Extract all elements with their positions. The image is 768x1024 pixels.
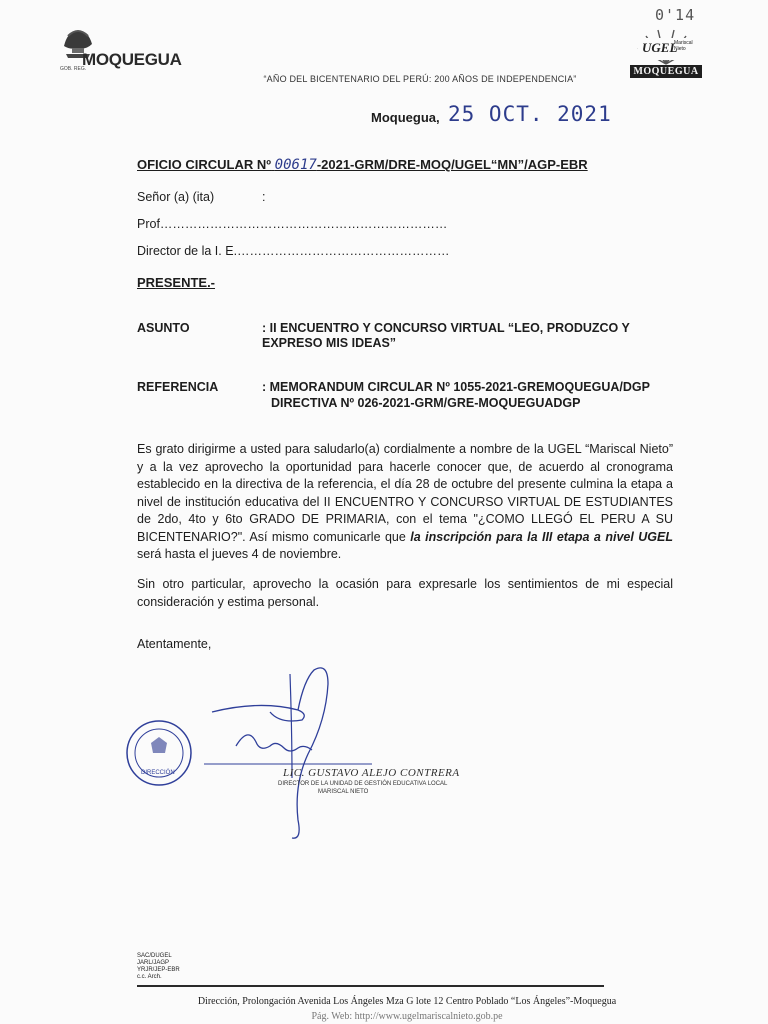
svg-text:GOB. REG.: GOB. REG.: [60, 66, 87, 72]
ugel-logo: [630, 28, 702, 80]
ugel-wordmark: UGEL: [642, 40, 678, 55]
official-seal-icon: [125, 713, 193, 793]
recipient-title: Señor (a) (ita): [137, 190, 215, 204]
recipient-director: Director de la I. E.……………………………………………: [137, 244, 450, 258]
footer-web: Pág. Web: http://www.ugelmariscalnieto.gob.pe: [311, 1011, 503, 1022]
recipient-prof: Prof……………………………………………………………: [137, 217, 448, 231]
footer-address: Dirección, Prolongación Avenida Los Ángeles Mza G lote 12 Centro Poblado “Los Ángeles”-Moquegua: [197, 996, 617, 1007]
oficio-handwritten-number: 00617: [274, 157, 317, 173]
initials-line: JARL/JAGP: [137, 960, 170, 966]
referencia-line1: : MEMORANDUM CIRCULAR Nº 1055-2021-GREMOQUEGUA/DGP: [262, 380, 650, 394]
year-motto: “AÑO DEL BICENTENARIO DEL PERÚ: 200 AÑOS DE INDEPENDENCIA”: [263, 74, 577, 84]
oficio-suffix: -2021-GRM/DRE-MOQ/UGEL“MN”/AGP-EBR: [316, 157, 588, 172]
asunto-value: : II ENCUENTRO Y CONCURSO VIRTUAL “LEO, PRODUZCO Y EXPRESO MIS IDEAS”: [262, 321, 630, 350]
asunto-label: ASUNTO: [137, 321, 190, 335]
date-stamp: 25 OCT. 2021: [448, 102, 612, 126]
ugel-region-bar: MOQUEGUA: [630, 65, 702, 78]
body-paragraph-2: Sin otro particular, aprovecho la ocasión para expresarle los sentimientos de mi especial consideración y estima personal.: [137, 577, 673, 609]
recipient-colon: :: [262, 190, 266, 204]
moquegua-wordmark: MOQUEGUA: [82, 50, 182, 69]
closing-salutation: Atentamente,: [137, 637, 212, 651]
footer-divider: [137, 985, 604, 987]
body-p1-end: será hasta el jueves 4 de noviembre.: [137, 547, 342, 561]
moquegua-logo: [58, 24, 182, 74]
body-p1-text: Es grato dirigirme a usted para saludarlo(a) cordialmente a nombre de la UGEL “Mariscal Nieto” y a la vez aprovecho la oportunidad para hacerle conocer que, de acuerdo al cronograma establecido en la directiva de la referencia, el día 28 de octubre del presente culmina la etapa a nivel de institución educativa del II ENCUENTRO Y CONCURSO VIRTUAL DE ESTUDIANTES de 2do, 4to y 6to GRADO DE PRIMARIA, con el tema "¿COMO LLEGÓ EL PERU A SU BICENTENARIO?". Así mismo comunicarle que: [137, 442, 673, 544]
oficio-prefix: OFICIO CIRCULAR Nº: [137, 157, 272, 172]
signatory-name: LIC. GUSTAVO ALEJO CONTRERA: [283, 767, 460, 779]
oficio-number-line: [137, 157, 588, 173]
date-place: Moquegua,: [371, 110, 440, 125]
signatory-title: DIRECTOR DE LA UNIDAD DE GESTIÓN EDUCATIVA LOCAL: [278, 781, 448, 787]
presente-heading: PRESENTE.-: [137, 275, 216, 290]
ugel-subname: Mariscal Nieto: [674, 40, 693, 52]
seal-label: DIRECCIÓN: [141, 770, 175, 776]
body-paragraph-1: [137, 441, 673, 564]
referencia-label: REFERENCIA: [137, 380, 219, 394]
initials-line: YRJR/JEP-EBR: [137, 967, 180, 973]
body-p1-highlight: la inscripción para la III etapa a nivel UGEL: [410, 529, 673, 544]
page-number: 0'14: [655, 6, 696, 24]
initials-line: c.c. Arch.: [137, 974, 162, 980]
signatory-subtitle: MARISCAL NIETO: [318, 789, 369, 795]
signature-icon: [200, 660, 380, 850]
initials-line: SAC/DUGEL: [137, 953, 172, 959]
reference-initials: [137, 953, 180, 981]
referencia-line2: DIRECTIVA Nº 026-2021-GRM/GRE-MOQUEGUADGP: [271, 396, 581, 410]
